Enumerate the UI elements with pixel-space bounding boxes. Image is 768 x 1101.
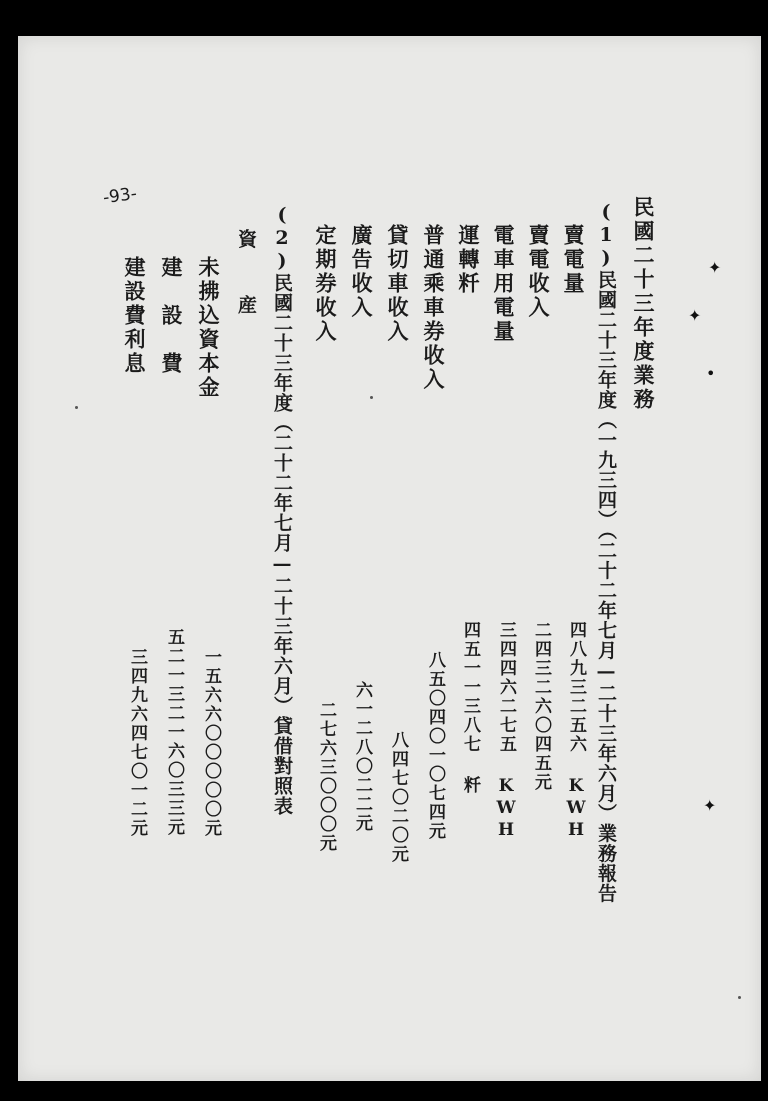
margin-mark: • <box>706 364 716 383</box>
margin-mark: ✦ <box>708 258 722 277</box>
row-value: 四五一一三八七 粁 <box>460 621 480 795</box>
row-label: 建設費利息 <box>122 256 147 376</box>
row-value: 三四九六四七〇一二元 <box>127 648 147 838</box>
row-label: 運轉粁 <box>456 224 481 296</box>
row-value: 二七六三〇〇〇元 <box>316 701 336 853</box>
row-label: 定期券收入 <box>313 224 338 344</box>
row-label: 建 設 費 <box>159 256 184 376</box>
document-heading: 民國二十三年度業務 <box>631 196 656 412</box>
row-label: 賣電量 <box>561 224 586 296</box>
row-label: 貸切車收入 <box>385 224 410 344</box>
speck <box>738 996 741 999</box>
row-label: 電車用電量 <box>491 224 516 344</box>
row-value: 五二一三二一六〇三三元 <box>164 628 184 837</box>
row-value: 四八九三二五六 KWH <box>566 621 586 842</box>
row-label: 廣告收入 <box>349 224 374 320</box>
speck <box>370 396 373 399</box>
section2-subheading: 資 産 <box>235 229 257 317</box>
row-value: 二四三二六〇四五元 <box>531 621 551 792</box>
section2-title: (2)民國二十三年度（二十二年七月—二十三年六月）貸借對照表 <box>271 204 293 816</box>
row-value: 一五六六〇〇〇〇〇元 <box>201 648 221 838</box>
row-value: 八五〇四〇一〇七四元 <box>425 651 445 841</box>
row-label: 未拂込資本金 <box>196 256 221 400</box>
row-value: 八四七〇二〇元 <box>388 731 408 864</box>
margin-mark: ✦ <box>688 306 702 325</box>
row-label: 賣電收入 <box>526 224 551 320</box>
speck <box>75 406 78 409</box>
row-value: 六一二八〇二二元 <box>352 681 372 833</box>
page-number: -93- <box>101 183 139 209</box>
margin-mark: ✦ <box>703 796 717 815</box>
document-page <box>18 36 761 1081</box>
row-value: 三四四六二七五 KWH <box>496 621 516 842</box>
section1-title: (1)民國二十三年度（一九三四）（二十二年七月—二十三年六月）業務報告 <box>595 201 617 904</box>
row-label: 普通乘車券收入 <box>421 224 446 392</box>
